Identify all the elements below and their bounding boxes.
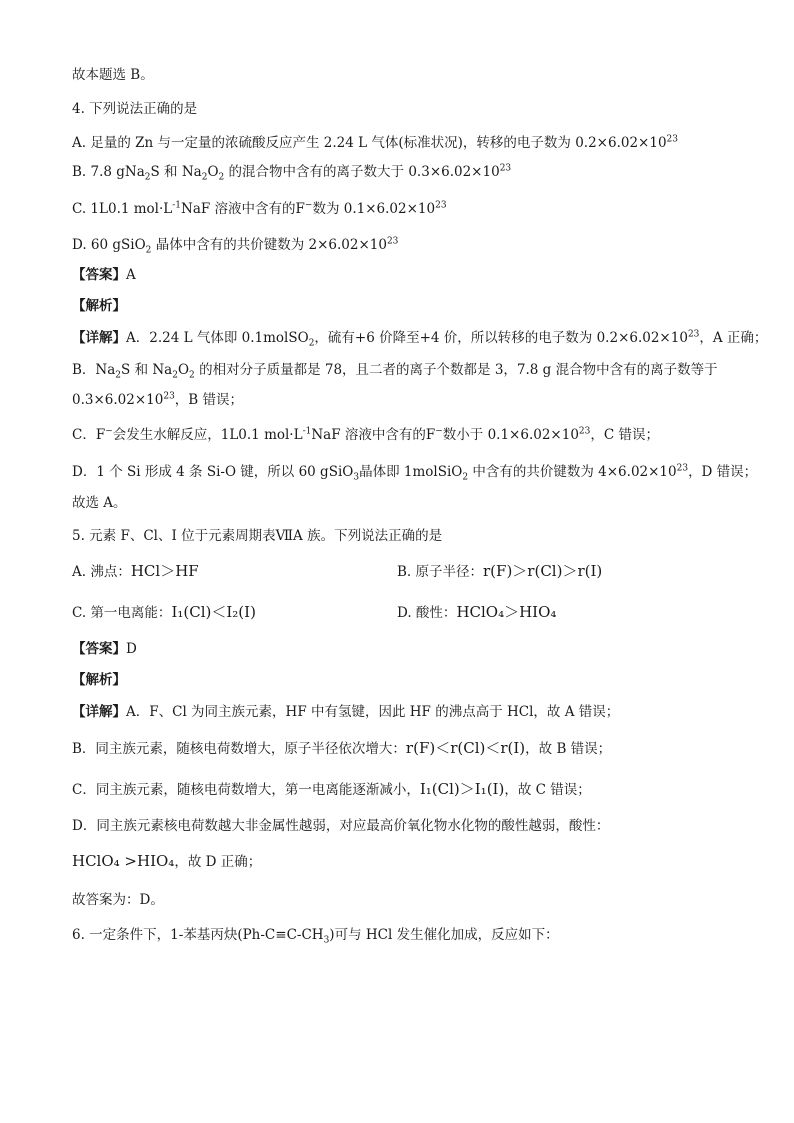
- detail-4b-cont: [72, 391, 243, 409]
- text: ，A 正确；: [699, 330, 768, 346]
- detail-5a: [72, 703, 619, 721]
- text-line: 故本题选 B。: [72, 67, 154, 83]
- sub: 2: [115, 370, 122, 381]
- text: ，D 错误；: [688, 464, 758, 480]
- sup: 23: [163, 391, 175, 402]
- text: A. 足量的 Zn 与一定量的浓硫酸反应产生 2.24 L 气体(标准状况)，转移的电子数为 0.2×6.02×10: [72, 135, 667, 151]
- text: 的相对分子质量都是 78，且二者的离子个数都是 3，7.8 g 混合物中含有的离子数等于: [194, 362, 718, 378]
- text: B. 7.8 gNa: [72, 164, 145, 180]
- question-6: [72, 926, 559, 944]
- text: D. 60 gSiO: [72, 237, 146, 253]
- text: 0.3×6.02×10: [72, 392, 164, 408]
- text: ，故 D 正确；: [174, 854, 262, 870]
- sup: -1: [302, 426, 312, 437]
- option-label: D. 酸性：: [397, 605, 457, 621]
- text: C. 1L0.1 mol·L: [72, 201, 173, 217]
- sub: 3: [323, 935, 330, 946]
- text: ，B 错误；: [174, 392, 244, 408]
- text: S 和 Na: [121, 362, 173, 378]
- text: ，硫有+6 价降至+4 价，所以转移的电子数为 0.2×6.02×10: [314, 330, 688, 346]
- text: ，故 B 错误；: [525, 741, 612, 757]
- option-4c: [72, 200, 447, 218]
- formula: I₁(Cl)＜I₂(I): [171, 603, 256, 621]
- text: ，故 C 错误；: [504, 782, 591, 798]
- sub: 2: [189, 370, 195, 381]
- text: C．同主族元素，随核电荷数增大，第一电离能逐渐减小，: [72, 782, 420, 798]
- formula: HClO₄＞HIO₄: [456, 603, 557, 621]
- text: 晶体中含有的共价键数为 2×6.02×10: [151, 237, 387, 253]
- question-5: 5. 元素 F、Cl、I 位于元素周期表ⅦA 族。下列说法正确的是: [72, 528, 443, 544]
- formula: r(F)＞r(Cl)＞r(I): [483, 562, 603, 580]
- answer-4: [72, 266, 136, 284]
- conclusion-4: 故选 A。: [72, 495, 127, 511]
- text: 会发生水解反应，1L0.1 mol·L: [112, 427, 303, 443]
- text: A．2.24 L 气体即 0.1molSO: [126, 330, 309, 346]
- text: S 和 Na: [150, 164, 202, 180]
- conclusion-5: 故答案为：D。: [72, 892, 164, 908]
- answer-value: A: [126, 267, 136, 283]
- detail-4a: [72, 329, 767, 347]
- formula: HClO₄ >HIO₄: [72, 852, 175, 870]
- answer-5: [72, 640, 137, 658]
- sup: 23: [499, 163, 512, 174]
- answer-label: 【答案】: [72, 641, 126, 657]
- text: D．1 个 Si 形成 4 条 Si-O 键，所以 60 gSiO: [72, 464, 354, 480]
- detail-4b: [72, 361, 718, 379]
- option-5d: [397, 603, 556, 622]
- option-label: B. 原子半径：: [397, 564, 484, 580]
- sup: −: [105, 426, 113, 437]
- text: ，C 错误；: [590, 427, 659, 443]
- text: NaF 溶液中含有的F: [181, 201, 305, 217]
- option-5c: [72, 603, 256, 622]
- sup: -1: [172, 200, 182, 211]
- analysis-label: 【解析】: [72, 298, 126, 314]
- sup: −: [435, 426, 443, 437]
- sub: 2: [201, 172, 208, 183]
- detail-4c: [72, 426, 659, 444]
- text: 数为 0.1×6.02×10: [312, 201, 436, 217]
- sub: 2: [144, 172, 151, 183]
- option-label: A. 沸点：: [72, 564, 131, 580]
- sub: 2: [462, 472, 469, 483]
- question-4: 4. 下列说法正确的是: [72, 101, 198, 117]
- formula: I₁(Cl)＞I₁(I): [419, 780, 505, 798]
- option-5a: [72, 562, 199, 581]
- detail-5d: D．同主族元素核电荷数越大非金属性越弱，对应最高价氧化物水化物的酸性越弱，酸性：: [72, 818, 610, 834]
- text: A．F、Cl 为同主族元素，HF 中有氢键，因此 HF 的沸点高于 HCl，故 A 错误；: [126, 704, 620, 720]
- sub: 3: [353, 472, 360, 483]
- sup: −: [304, 200, 313, 211]
- sub: 2: [145, 245, 152, 256]
- text: 的混合物中含有的离子数大于 0.3×6.02×10: [224, 164, 500, 180]
- text: O: [207, 164, 219, 180]
- text: O: [177, 362, 190, 378]
- sup: 23: [687, 329, 700, 340]
- detail-label: 【详解】: [72, 330, 126, 346]
- option-4d: [72, 236, 398, 254]
- answer-value: D: [126, 641, 137, 657]
- answer-label: 【答案】: [72, 267, 126, 283]
- option-4b: [72, 163, 511, 181]
- option-label: C. 第一电离能：: [72, 605, 172, 621]
- text: 中含有的共价键数为 4×6.02×10: [468, 464, 677, 480]
- detail-5d-cont: [72, 852, 261, 871]
- sub: 2: [172, 370, 178, 381]
- text: )可与 HCl 发生催化加成，反应如下：: [329, 927, 559, 943]
- option-5b: [397, 562, 602, 581]
- detail-5c: [72, 780, 591, 799]
- sup: 23: [666, 134, 678, 145]
- text: 数小于 0.1×6.02×10: [442, 427, 579, 443]
- sup: 23: [676, 463, 689, 474]
- sup: 23: [386, 236, 399, 247]
- sup: 23: [578, 426, 591, 437]
- text: 晶体即 1molSiO: [359, 464, 463, 480]
- text: C．F: [72, 427, 106, 443]
- formula: r(F)＜r(Cl)＜r(I): [405, 739, 526, 757]
- text: NaF 溶液中含有的F: [311, 427, 436, 443]
- detail-4d: [72, 463, 757, 481]
- sub: 2: [308, 338, 315, 349]
- sub: 2: [218, 172, 225, 183]
- detail-5b: [72, 739, 611, 758]
- text: B．同主族元素，随核电荷数增大，原子半径依次增大：: [72, 741, 406, 757]
- analysis-label: 【解析】: [72, 672, 126, 688]
- text: 6. 一定条件下，1-苯基丙炔(Ph-C≡C-CH: [72, 927, 324, 943]
- detail-label: 【详解】: [72, 704, 126, 720]
- sup: 23: [435, 200, 447, 211]
- formula: HCl＞HF: [130, 562, 199, 580]
- option-4a: [72, 134, 678, 152]
- text: B．Na: [72, 362, 116, 378]
